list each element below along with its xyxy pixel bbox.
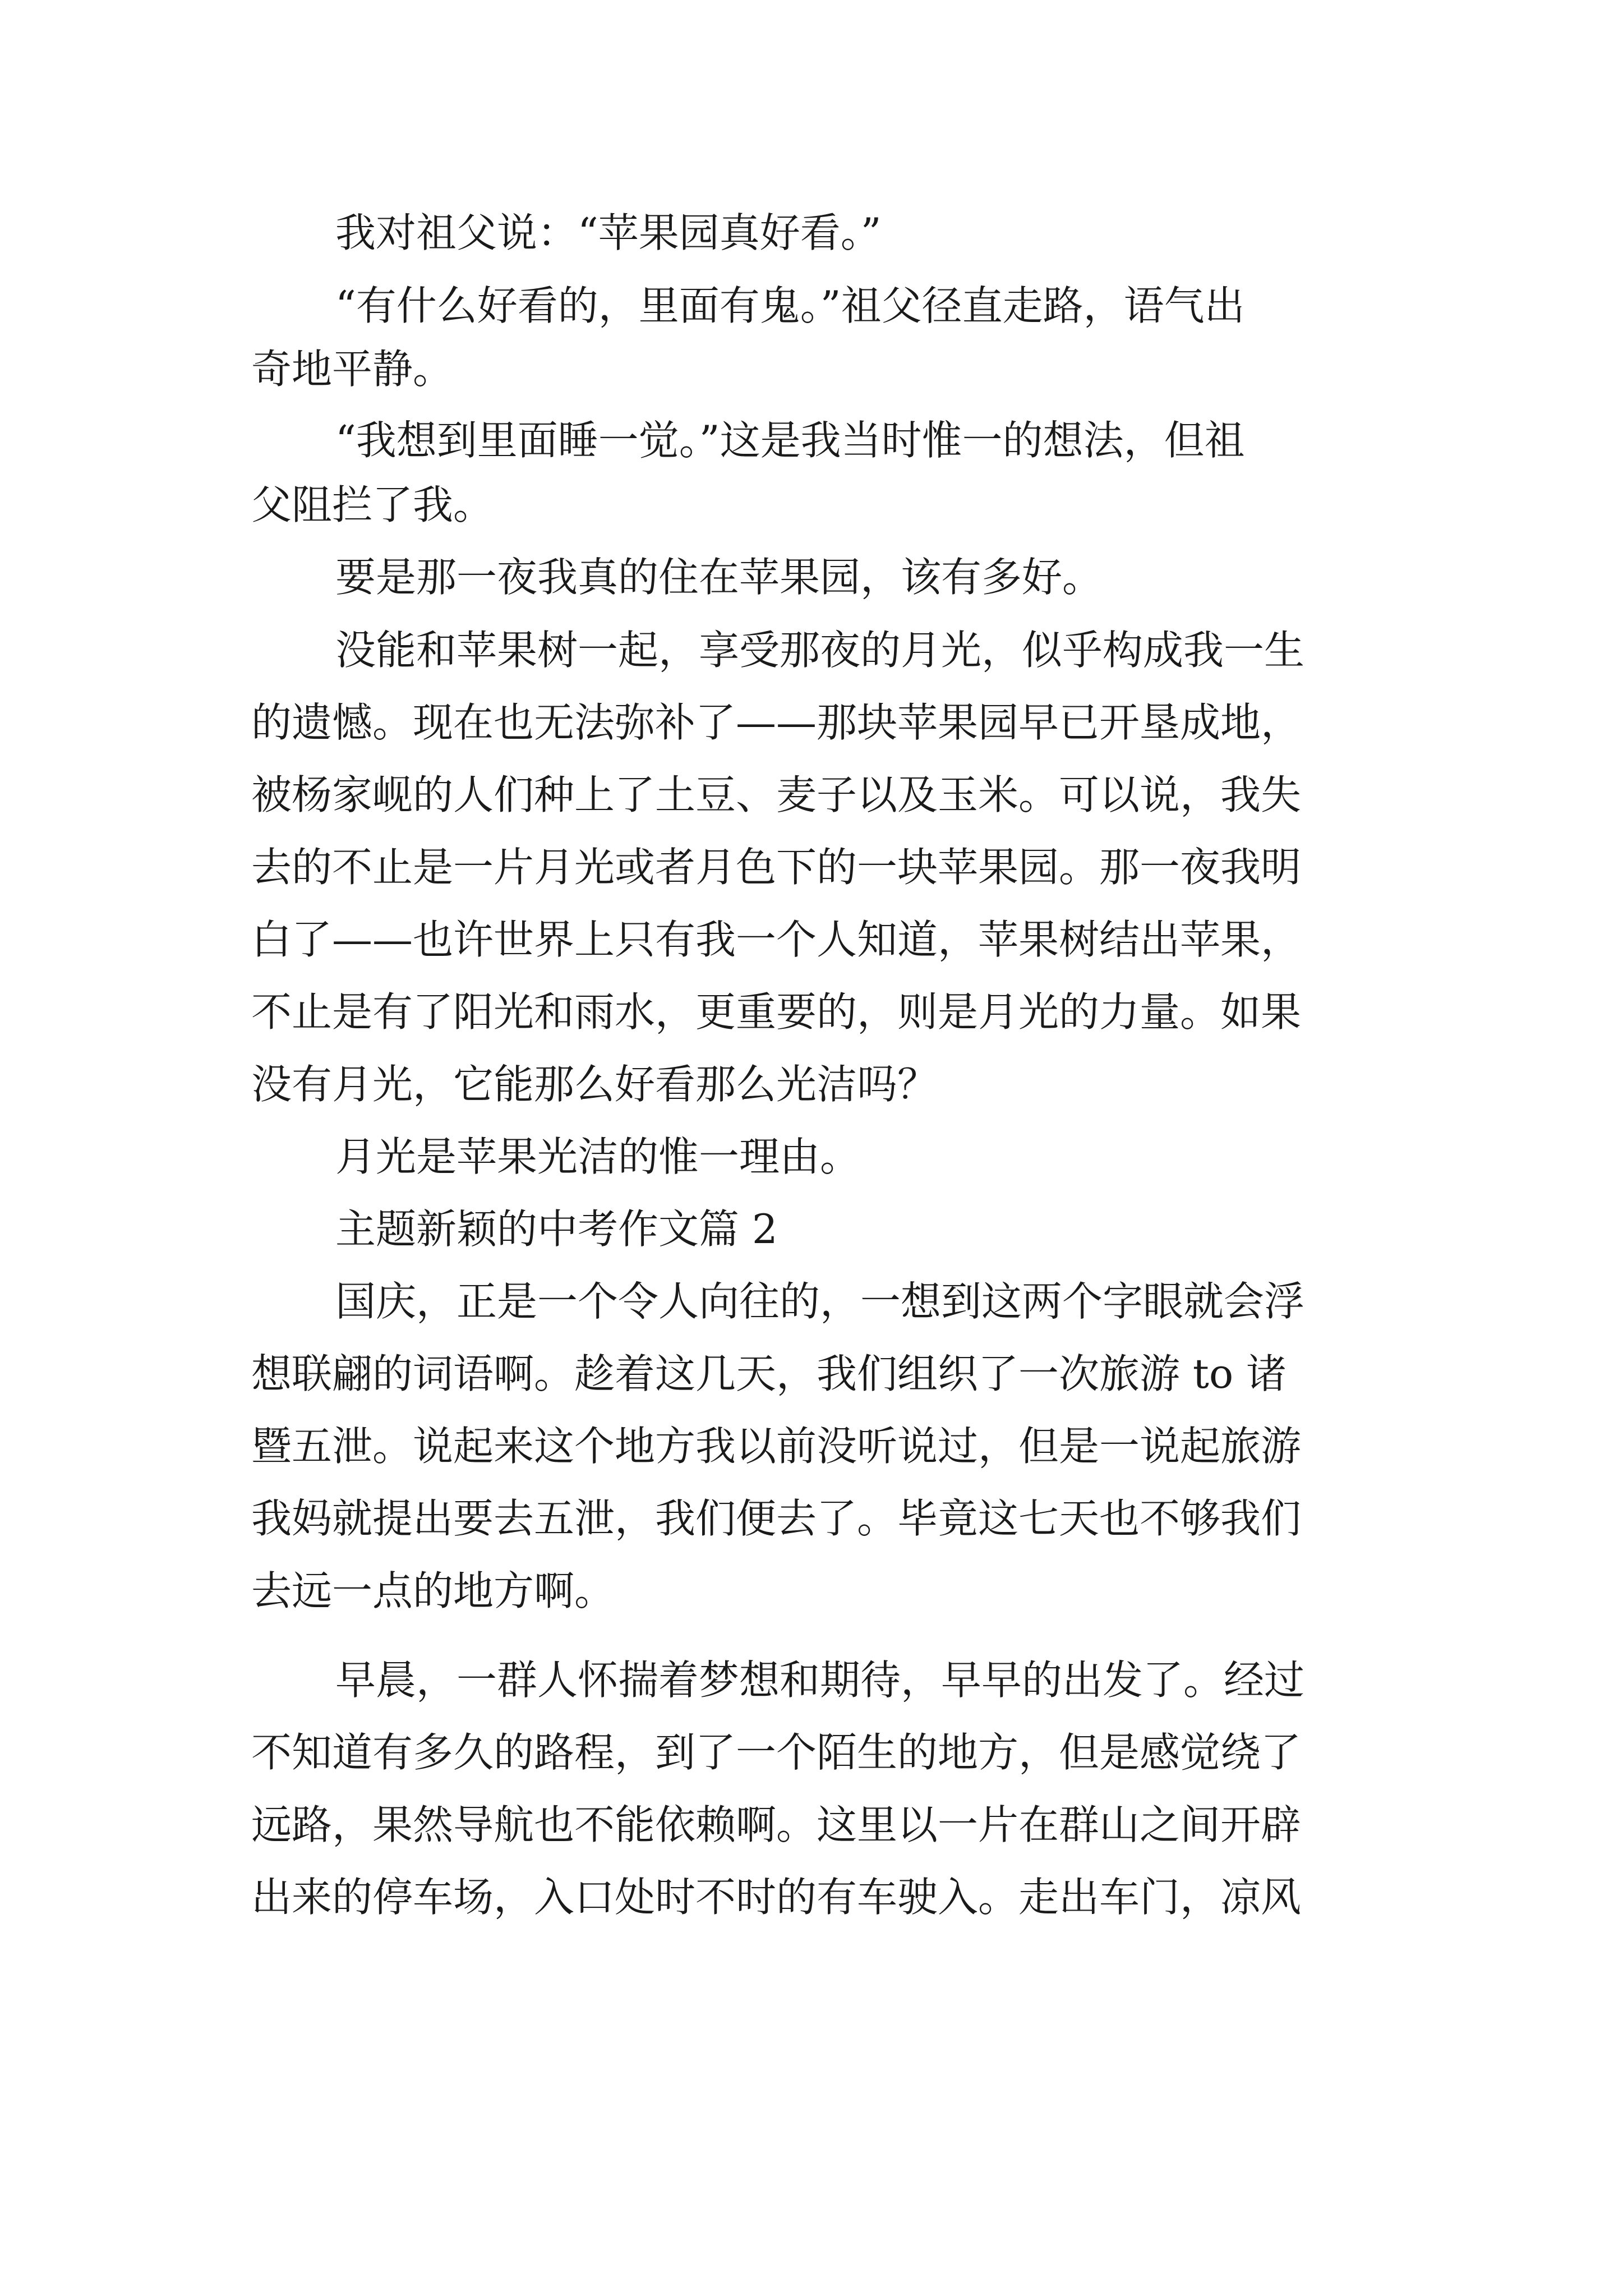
text-line: 白了——也许世界上只有我一个人知道，苹果树结出苹果，: [251, 916, 1302, 963]
text-line: 国庆，正是一个令人向往的，一想到这两个字眼就会浮: [335, 1278, 1305, 1325]
text-line: 我对祖父说：“苹果园真好看。”: [335, 209, 882, 256]
text-line: 想联翩的词语啊。趁着这几天，我们组织了一次旅游 to 诸: [251, 1350, 1287, 1397]
text-line: 早晨，一群人怀揣着梦想和期待，早早的出发了。经过: [335, 1657, 1305, 1704]
text-line: 的遗憾。现在也无法弥补了——那块苹果园早已开垦成地，: [251, 699, 1302, 746]
text-line: 父阻拦了我。: [251, 481, 494, 528]
text-line: 出来的停车场，入口处时不时的有车驶入。走出车门，凉风: [251, 1874, 1302, 1921]
text-line: 要是那一夜我真的住在苹果园，该有多好。: [335, 554, 1103, 601]
text-line: 被杨家岘的人们种上了土豆、麦子以及玉米。可以说，我失: [251, 771, 1302, 818]
text-line: “有什么好看的，里面有鬼。”祖父径直走路，语气出: [335, 282, 1245, 329]
text-line: 没有月光，它能那么好看那么光洁吗？: [251, 1061, 938, 1108]
text-line: 去的不止是一片月光或者月色下的一块苹果园。那一夜我明: [251, 844, 1302, 891]
text-line: 远路，果然导航也不能依赖啊。这里以一片在群山之间开辟: [251, 1801, 1302, 1848]
text-line: 我妈就提出要去五泄，我们便去了。毕竟这七天也不够我们: [251, 1495, 1302, 1542]
section-heading: 主题新颖的中考作文篇 2: [335, 1205, 778, 1253]
text-line: 去远一点的地方啊。: [251, 1567, 615, 1614]
text-line: 不知道有多久的路程，到了一个陌生的地方，但是感觉绕了: [251, 1729, 1302, 1776]
text-line: 月光是苹果光洁的惟一理由。: [335, 1133, 861, 1180]
text-line: 没能和苹果树一起，享受那夜的月光，似乎构成我一生: [335, 627, 1305, 674]
text-line: “我想到里面睡一觉。”这是我当时惟一的想法，但祖: [335, 417, 1245, 464]
text-line: 奇地平静。: [251, 346, 454, 393]
text-line: 不止是有了阳光和雨水，更重要的，则是月光的力量。如果: [251, 988, 1302, 1036]
text-line: 暨五泄。说起来这个地方我以前没听说过，但是一说起旅游: [251, 1423, 1302, 1470]
